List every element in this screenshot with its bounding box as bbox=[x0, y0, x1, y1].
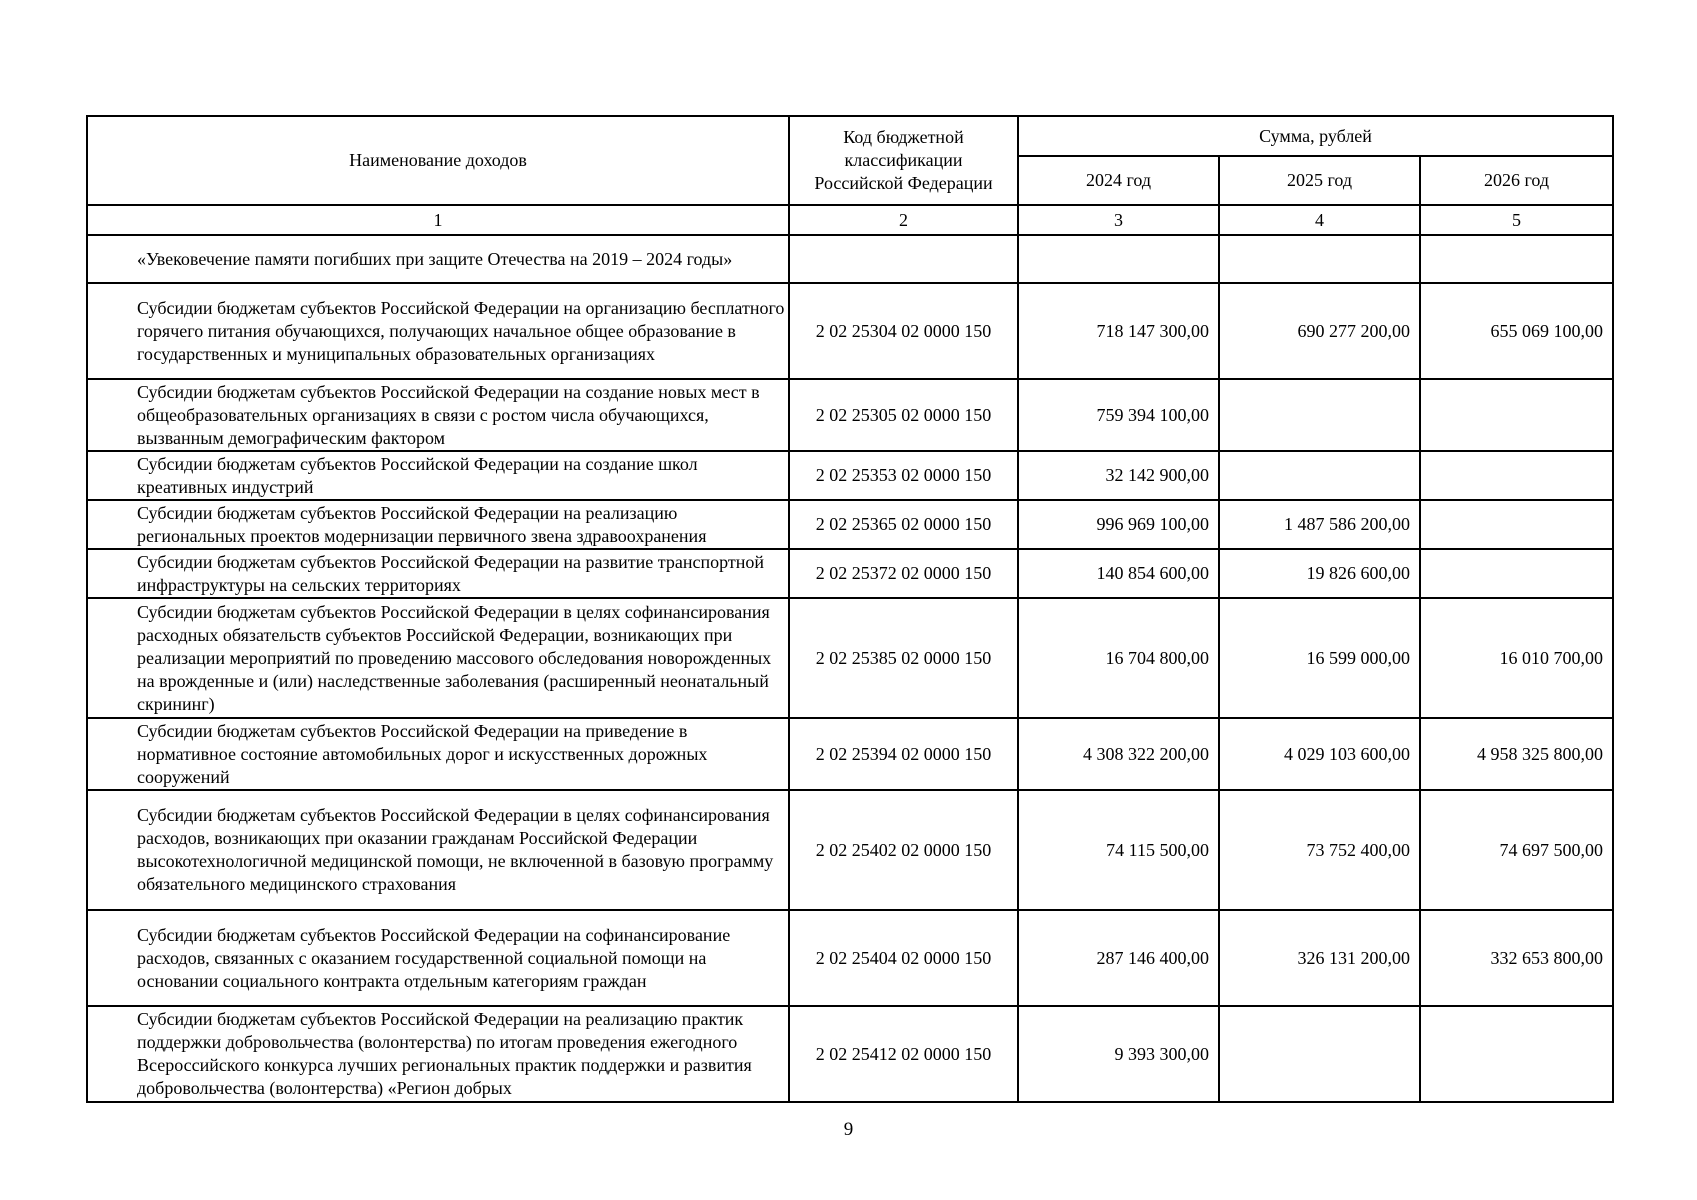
income-name-cell: Субсидии бюджетам субъектов Российской Федерации в целях софинансирования расходных обязательств субъектов Российской Федерации, возникающих при реализации мероприятий по проведению массового обследования новорожденных на врожденные и (или) наследственные заболевания (расширенный неонатальный скрининг) bbox=[87, 598, 789, 718]
table-row bbox=[87, 283, 1613, 379]
amount-2025-cell bbox=[1219, 379, 1420, 451]
amount-2024-cell: 16 704 800,00 bbox=[1018, 598, 1219, 718]
column-number: 2 bbox=[789, 205, 1018, 235]
budget-code-cell: 2 02 25404 02 0000 150 bbox=[789, 910, 1018, 1006]
amount-2025-cell: 16 599 000,00 bbox=[1219, 598, 1420, 718]
column-number: 5 bbox=[1420, 205, 1613, 235]
amount-2026-cell: 332 653 800,00 bbox=[1420, 910, 1613, 1006]
column-number: 1 bbox=[87, 205, 789, 235]
table-row bbox=[87, 598, 1613, 718]
amount-2026-cell bbox=[1420, 500, 1613, 549]
income-name-cell: Субсидии бюджетам субъектов Российской Федерации на развитие транспортной инфраструктуры на сельских территориях bbox=[87, 549, 789, 598]
budget-code-cell: 2 02 25412 02 0000 150 bbox=[789, 1006, 1018, 1102]
income-name-cell: Субсидии бюджетам субъектов Российской Федерации на софинансирование расходов, связанных с оказанием государственной социальной помощи на основании социального контракта отдельным категориям граждан bbox=[87, 910, 789, 1006]
amount-2024-cell: 759 394 100,00 bbox=[1018, 379, 1219, 451]
income-name-cell: Субсидии бюджетам субъектов Российской Федерации на создание новых мест в общеобразовательных организациях в связи с ростом числа обучающихся, вызванным демографическим фактором bbox=[87, 379, 789, 451]
budget-code-cell: 2 02 25402 02 0000 150 bbox=[789, 790, 1018, 910]
amount-2025-cell bbox=[1219, 1006, 1420, 1102]
table-row bbox=[87, 718, 1613, 790]
amount-2026-cell: 655 069 100,00 bbox=[1420, 283, 1613, 379]
budget-code-cell: 2 02 25372 02 0000 150 bbox=[789, 549, 1018, 598]
amount-2024-cell: 9 393 300,00 bbox=[1018, 1006, 1219, 1102]
header-year-2026: 2026 год bbox=[1420, 156, 1613, 205]
header-year-2024: 2024 год bbox=[1018, 156, 1219, 205]
budget-code-cell bbox=[789, 235, 1018, 283]
amount-2024-cell: 140 854 600,00 bbox=[1018, 549, 1219, 598]
amount-2025-cell: 690 277 200,00 bbox=[1219, 283, 1420, 379]
header-year-2025: 2025 год bbox=[1219, 156, 1420, 205]
income-name-cell: Субсидии бюджетам субъектов Российской Федерации на организацию бесплатного горячего питания обучающихся, получающих начальное общее образование в государственных и муниципальных образовательных организациях bbox=[87, 283, 789, 379]
amount-2024-cell: 4 308 322 200,00 bbox=[1018, 718, 1219, 790]
table-row bbox=[87, 500, 1613, 549]
income-name-cell: Субсидии бюджетам субъектов Российской Федерации на создание школ креативных индустрий bbox=[87, 451, 789, 500]
amount-2026-cell bbox=[1420, 549, 1613, 598]
table-row bbox=[87, 379, 1613, 451]
amount-2026-cell: 4 958 325 800,00 bbox=[1420, 718, 1613, 790]
page-number: 9 bbox=[843, 1119, 854, 1140]
income-name-cell: Субсидии бюджетам субъектов Российской Федерации на реализацию региональных проектов модернизации первичного звена здравоохранения bbox=[87, 500, 789, 549]
budget-code-cell: 2 02 25365 02 0000 150 bbox=[789, 500, 1018, 549]
amount-2024-cell: 718 147 300,00 bbox=[1018, 283, 1219, 379]
amount-2024-cell: 996 969 100,00 bbox=[1018, 500, 1219, 549]
amount-2026-cell bbox=[1420, 451, 1613, 500]
table-body bbox=[87, 235, 1613, 1102]
table-row bbox=[87, 235, 1613, 283]
table-row bbox=[87, 790, 1613, 910]
amount-2025-cell: 1 487 586 200,00 bbox=[1219, 500, 1420, 549]
header-sum: Сумма, рублей bbox=[1018, 116, 1613, 156]
amount-2025-cell: 326 131 200,00 bbox=[1219, 910, 1420, 1006]
column-number: 3 bbox=[1018, 205, 1219, 235]
amount-2025-cell bbox=[1219, 235, 1420, 283]
budget-code-cell: 2 02 25394 02 0000 150 bbox=[789, 718, 1018, 790]
table-row bbox=[87, 910, 1613, 1006]
amount-2024-cell bbox=[1018, 235, 1219, 283]
amount-2026-cell bbox=[1420, 379, 1613, 451]
amount-2026-cell bbox=[1420, 1006, 1613, 1102]
amount-2026-cell bbox=[1420, 235, 1613, 283]
budget-code-cell: 2 02 25304 02 0000 150 bbox=[789, 283, 1018, 379]
table-row bbox=[87, 451, 1613, 500]
budget-code-cell: 2 02 25385 02 0000 150 bbox=[789, 598, 1018, 718]
amount-2026-cell: 16 010 700,00 bbox=[1420, 598, 1613, 718]
amount-2025-cell: 73 752 400,00 bbox=[1219, 790, 1420, 910]
budget-code-cell: 2 02 25305 02 0000 150 bbox=[789, 379, 1018, 451]
income-name-cell: «Увековечение памяти погибших при защите Отечества на 2019 – 2024 годы» bbox=[87, 235, 789, 283]
table-row bbox=[87, 549, 1613, 598]
income-name-cell: Субсидии бюджетам субъектов Российской Федерации на приведение в нормативное состояние автомобильных дорог и искусственных дорожных сооружений bbox=[87, 718, 789, 790]
amount-2024-cell: 74 115 500,00 bbox=[1018, 790, 1219, 910]
amount-2025-cell: 19 826 600,00 bbox=[1219, 549, 1420, 598]
table-header bbox=[87, 116, 1613, 235]
revenue-table bbox=[86, 115, 1614, 1103]
income-name-cell: Субсидии бюджетам субъектов Российской Федерации на реализацию практик поддержки добровольчества (волонтерства) по итогам проведения ежегодного Всероссийского конкурса лучших региональных практик поддержки и развития добровольчества (волонтерства) «Регион добрых bbox=[87, 1006, 789, 1102]
income-name-cell: Субсидии бюджетам субъектов Российской Федерации в целях софинансирования расходов, возникающих при оказании гражданам Российской Федерации высокотехнологичной медицинской помощи, не включенной в базовую программу обязательного медицинского страхования bbox=[87, 790, 789, 910]
header-budget-code: Код бюджетной классификации Российской Федерации bbox=[789, 116, 1018, 205]
amount-2025-cell bbox=[1219, 451, 1420, 500]
amount-2024-cell: 32 142 900,00 bbox=[1018, 451, 1219, 500]
column-number-row bbox=[87, 205, 1613, 235]
table-row bbox=[87, 1006, 1613, 1102]
amount-2024-cell: 287 146 400,00 bbox=[1018, 910, 1219, 1006]
amount-2025-cell: 4 029 103 600,00 bbox=[1219, 718, 1420, 790]
header-income-name: Наименование доходов bbox=[87, 116, 789, 205]
amount-2026-cell: 74 697 500,00 bbox=[1420, 790, 1613, 910]
budget-code-cell: 2 02 25353 02 0000 150 bbox=[789, 451, 1018, 500]
column-number: 4 bbox=[1219, 205, 1420, 235]
